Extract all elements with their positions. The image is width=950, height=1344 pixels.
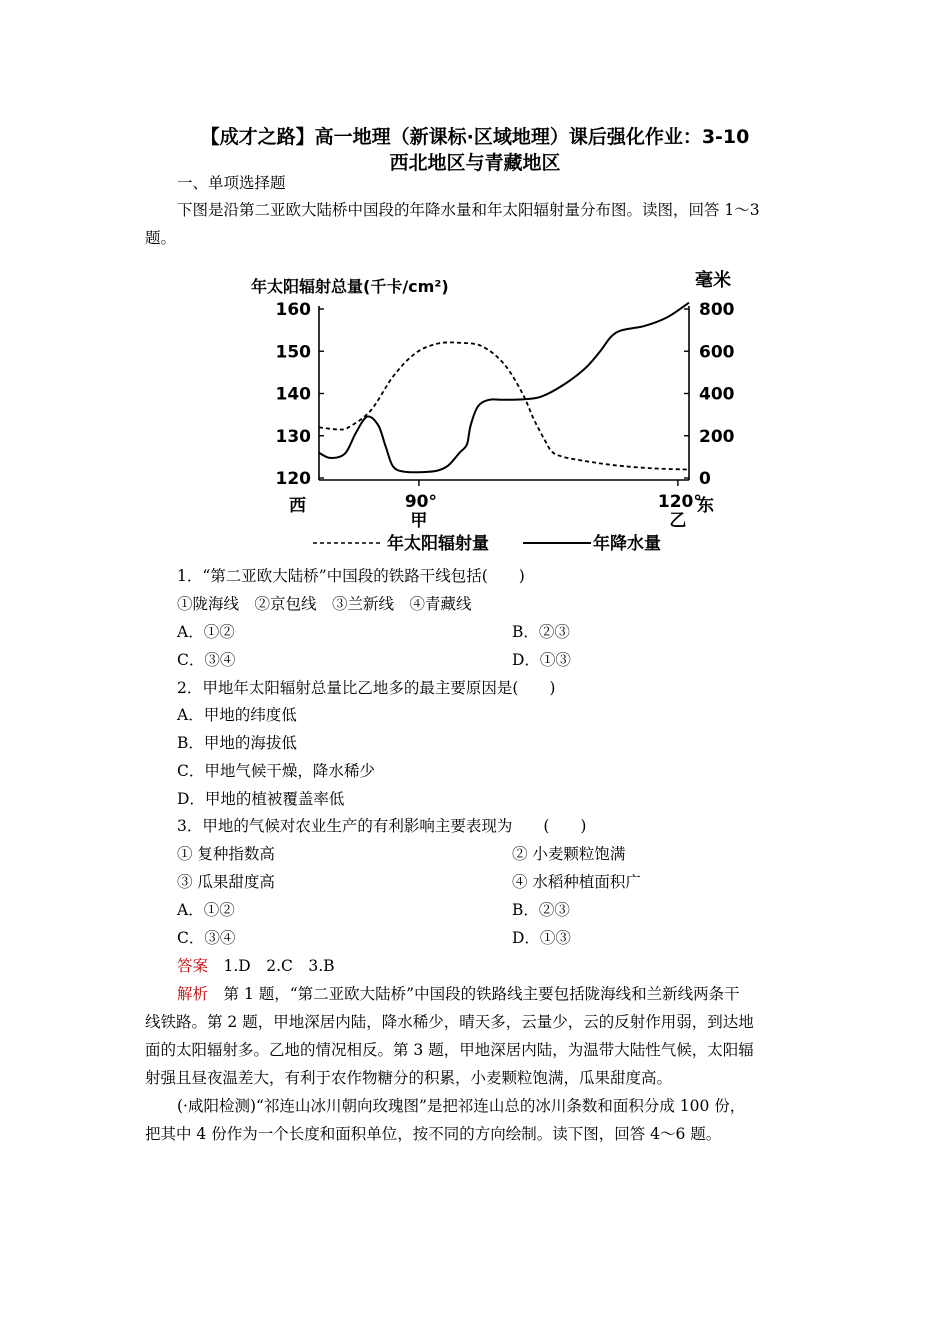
q3-option-1: ① 复种指数高 bbox=[177, 845, 275, 863]
y-right-tick-label: 200 bbox=[699, 426, 735, 447]
analysis-line3: 面的太阳辐射多。乙地的情况相反。第 3 题，甲地深居内陆，为温带大陆性气候，太阳辐 bbox=[145, 1041, 754, 1059]
intro2-line2: 把其中 4 份作为一个长度和面积单位，按不同的方向绘制。读下图，回答 4～6 题。 bbox=[145, 1125, 722, 1143]
y-right-tick-label: 400 bbox=[699, 384, 735, 405]
x-axis-ticks bbox=[405, 480, 702, 531]
y-left-tick-label: 130 bbox=[275, 426, 311, 447]
y-axis-left-label: 年太阳辐射总量(千卡/cm²) bbox=[251, 277, 449, 296]
legend-radiation-label: 年太阳辐射量 bbox=[387, 534, 489, 554]
x-tick-label: 120° bbox=[657, 492, 702, 512]
document-title-line2: 西北地区与青藏地区 bbox=[389, 152, 561, 174]
q1-choice-c: C．③④ bbox=[177, 651, 236, 669]
q3-choice-b: B．②③ bbox=[512, 901, 570, 919]
answer-text: 1.D 2.C 3.B bbox=[208, 957, 335, 975]
q1-stem: 1．“第二亚欧大陆桥”中国段的铁路干线包括( ) bbox=[177, 567, 525, 585]
legend-precipitation-label: 年降水量 bbox=[593, 534, 661, 554]
y-axis-right-ticks bbox=[684, 300, 735, 489]
y-left-tick-label: 140 bbox=[275, 384, 311, 405]
q3-option-2: ② 小麦颗粒饱满 bbox=[512, 845, 626, 863]
y-axis-left-ticks bbox=[276, 300, 325, 489]
q2-choice-c: C．甲地气候干燥，降水稀少 bbox=[177, 762, 375, 780]
precipitation-radiation-chart bbox=[245, 262, 735, 558]
q3-choice-a: A．①② bbox=[177, 901, 235, 919]
intro2-line1: (·咸阳检测)“祁连山冰川朝向玫瑰图”是把祁连山总的冰川条数和面积分成 100 份， bbox=[177, 1097, 746, 1115]
intro-paragraph-line1: 下图是沿第二亚欧大陆桥中国段的年降水量和年太阳辐射量分布图。读图，回答 1～3 bbox=[177, 201, 760, 219]
y-left-tick-label: 160 bbox=[275, 300, 311, 320]
q2-stem: 2．甲地年太阳辐射总量比乙地多的最主要原因是( ) bbox=[177, 679, 556, 697]
y-right-tick-label: 0 bbox=[699, 469, 711, 489]
radiation-series-line bbox=[319, 342, 689, 469]
section-heading: 一、单项选择题 bbox=[177, 174, 286, 192]
y-left-tick-label: 150 bbox=[275, 342, 311, 363]
q3-choice-d: D．①③ bbox=[512, 929, 571, 947]
y-right-tick-label: 600 bbox=[699, 342, 735, 363]
precipitation-series-line bbox=[319, 303, 689, 473]
answer-line bbox=[177, 955, 335, 977]
y-left-tick-label: 120 bbox=[275, 469, 311, 489]
y-right-tick-label: 800 bbox=[699, 300, 735, 320]
analysis-line1 bbox=[177, 983, 740, 1005]
answer-label: 答案 bbox=[177, 957, 209, 975]
q3-option-4: ④ 水稻种植面积广 bbox=[512, 873, 641, 891]
x-tick-sublabel: 甲 bbox=[410, 511, 428, 531]
analysis-line2: 线铁路。第 2 题，甲地深居内陆，降水稀少，晴天多，云量少，云的反射作用弱，到达地 bbox=[145, 1013, 754, 1031]
analysis-line4: 射强且昼夜温差大，有利于农作物糖分的积累，小麦颗粒饱满，瓜果甜度高。 bbox=[145, 1069, 673, 1087]
q2-choice-b: B．甲地的海拔低 bbox=[177, 734, 297, 752]
q2-choice-d: D．甲地的植被覆盖率低 bbox=[177, 790, 345, 808]
document-title-line1: 【成才之路】高一地理（新课标·区域地理）课后强化作业：3-10 bbox=[200, 126, 750, 148]
y-axis-right-label: 毫米 bbox=[695, 270, 731, 291]
q1-choice-a: A．①② bbox=[177, 623, 235, 641]
x-tick-label: 90° bbox=[404, 492, 437, 512]
intro-paragraph-line2: 题。 bbox=[145, 229, 177, 247]
q2-choice-a: A．甲地的纬度低 bbox=[177, 706, 297, 724]
q1-choice-d: D．①③ bbox=[512, 651, 571, 669]
analysis-label: 解析 bbox=[177, 985, 209, 1003]
q3-option-3: ③ 瓜果甜度高 bbox=[177, 873, 275, 891]
analysis-text1: 第 1 题，“第二亚欧大陆桥”中国段的铁路线主要包括陇海线和兰新线两条干 bbox=[208, 985, 740, 1003]
x-tick-sublabel: 乙 bbox=[669, 511, 687, 531]
q3-choice-c: C．③④ bbox=[177, 929, 236, 947]
q1-options: ①陇海线 ②京包线 ③兰新线 ④青藏线 bbox=[177, 595, 472, 613]
x-axis-east-label: 东 bbox=[697, 496, 714, 516]
q1-choice-b: B．②③ bbox=[512, 623, 570, 641]
x-axis-west-label: 西 bbox=[289, 496, 306, 516]
chart-legend bbox=[313, 533, 661, 554]
q3-stem: 3．甲地的气候对农业生产的有利影响主要表现为 ( ) bbox=[177, 817, 587, 835]
